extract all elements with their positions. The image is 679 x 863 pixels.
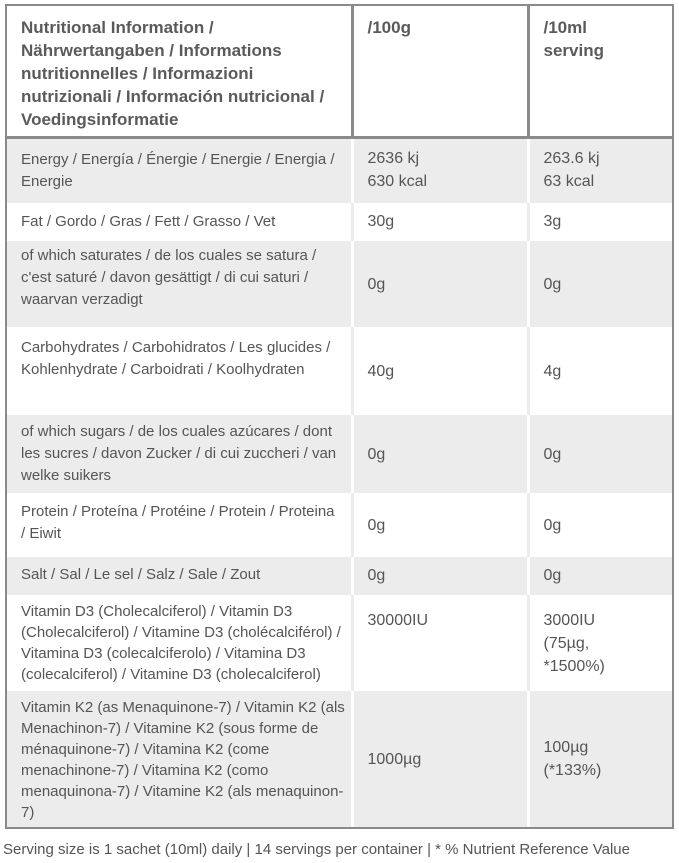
nutrient-name: Vitamin K2 (as Menaquinone-7) / Vitamin K2 (als Menachinon-7) / Vitamine K2 (sous forme de ménaquinone-7) / Vitamina K2 (come menachinone-7) / Vitamina K2 (como menaquinona-7) / Vitamine K2 (als menaquinon-7) [7, 691, 352, 827]
table-row-sugars [7, 415, 672, 493]
value-per-serving: 100µg (*133%) [528, 691, 672, 827]
serving-footnote: Serving size is 1 sachet (10ml) daily | 14 servings per container | * % Nutrient Reference Value [3, 841, 630, 858]
header-nutritional-information: Nutritional Information / Nährwertangaben / Informations nutritionnelles / Informazioni nutrizionali / Información nutricional / Voedingsinformatie [7, 6, 352, 137]
table-row-fat [7, 203, 672, 241]
value-per-100g: 0g [352, 493, 528, 557]
value-per-100g: 0g [352, 415, 528, 493]
value-per-serving: 3000IU (75µg, *1500%) [528, 595, 672, 691]
table-header-row [7, 6, 672, 137]
value-per-serving: 0g [528, 241, 672, 327]
table-row-saturates [7, 241, 672, 327]
value-per-100g: 1000µg [352, 691, 528, 827]
nutrition-table [7, 6, 672, 827]
value-per-100g: 30000IU [352, 595, 528, 691]
table-row-vitamin-k2 [7, 691, 672, 827]
value-per-100g: 40g [352, 327, 528, 415]
value-per-serving: 4g [528, 327, 672, 415]
nutrient-name: of which saturates / de los cuales se satura / c'est saturé / davon gesättigt / di cui saturi / waarvan verzadigt [7, 241, 352, 327]
value-per-serving: 0g [528, 493, 672, 557]
value-per-100g: 0g [352, 557, 528, 595]
table-row-vitamin-d3 [7, 595, 672, 691]
table-row-protein [7, 493, 672, 557]
table-row-carbohydrates [7, 327, 672, 415]
nutrient-name: of which sugars / de los cuales azúcares / dont les sucres / davon Zucker / di cui zuccheri / van welke suikers [7, 415, 352, 493]
nutrient-name: Protein / Proteína / Protéine / Protein / Proteina / Eiwit [7, 493, 352, 557]
nutrient-name: Vitamin D3 (Cholecalciferol) / Vitamin D3 (Cholecalciferol) / Vitamine D3 (cholécalciférol) / Vitamina D3 (colecalciferolo) / Vitamina D3 (colecalciferol) / Vitamine D3 (cholecalciferol) [7, 595, 352, 691]
table-row-energy [7, 137, 672, 203]
table-row-salt [7, 557, 672, 595]
value-per-serving: 263.6 kj 63 kcal [528, 137, 672, 203]
value-per-100g: 0g [352, 241, 528, 327]
value-per-100g: 30g [352, 203, 528, 241]
nutrient-name: Salt / Sal / Le sel / Salz / Sale / Zout [7, 557, 352, 595]
value-per-serving: 0g [528, 415, 672, 493]
value-per-serving: 3g [528, 203, 672, 241]
header-per-serving: /10ml serving [528, 6, 672, 137]
value-per-100g: 2636 kj 630 kcal [352, 137, 528, 203]
nutrient-name: Carbohydrates / Carbohidratos / Les glucides / Kohlenhydrate / Carboidrati / Koolhydraten [7, 327, 352, 415]
nutrient-name: Fat / Gordo / Gras / Fett / Grasso / Vet [7, 203, 352, 241]
nutrient-name: Energy / Energía / Énergie / Energie / Energia / Energie [7, 137, 352, 203]
value-per-serving: 0g [528, 557, 672, 595]
nutrition-table-frame [5, 4, 674, 829]
header-per-100g: /100g [352, 6, 528, 137]
